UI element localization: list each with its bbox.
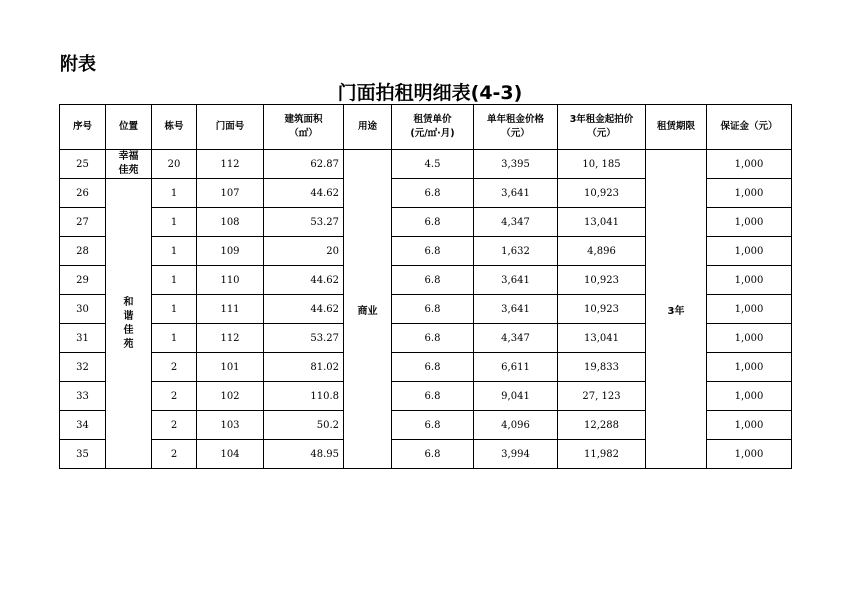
cell-deposit: 1,000 bbox=[707, 237, 792, 266]
cell-area: 81.02 bbox=[264, 353, 344, 382]
header-seq bbox=[60, 105, 106, 150]
cell-building: 1 bbox=[152, 179, 197, 208]
header-label: 保证金（元） bbox=[720, 121, 778, 132]
header-term bbox=[646, 105, 707, 150]
cell-unit-price: 6.8 bbox=[392, 440, 474, 469]
cell-start-price: 10,923 bbox=[558, 295, 646, 324]
cell-start-price: 13,041 bbox=[558, 208, 646, 237]
cell-deposit: 1,000 bbox=[707, 295, 792, 324]
cell-start-price: 10,923 bbox=[558, 266, 646, 295]
header-unit-price bbox=[392, 105, 474, 150]
cell-annual-rent: 4,096 bbox=[474, 411, 558, 440]
header-unit: （元） bbox=[501, 128, 530, 139]
cell-unit-price: 6.8 bbox=[392, 295, 474, 324]
cell-building: 1 bbox=[152, 208, 197, 237]
cell-shop-no: 104 bbox=[197, 440, 264, 469]
cell-term: 3年 bbox=[646, 150, 707, 469]
cell-area: 44.62 bbox=[264, 179, 344, 208]
cell-annual-rent: 3,641 bbox=[474, 295, 558, 324]
cell-deposit: 1,000 bbox=[707, 324, 792, 353]
cell-unit-price: 6.8 bbox=[392, 237, 474, 266]
cell-building: 1 bbox=[152, 295, 197, 324]
header-location bbox=[106, 105, 152, 150]
cell-area: 20 bbox=[264, 237, 344, 266]
header-shop-no bbox=[197, 105, 264, 150]
cell-seq: 32 bbox=[60, 353, 106, 382]
header-annual-rent bbox=[474, 105, 558, 150]
cell-shop-no: 112 bbox=[197, 150, 264, 179]
cell-unit-price: 6.8 bbox=[392, 411, 474, 440]
cell-deposit: 1,000 bbox=[707, 353, 792, 382]
cell-shop-no: 110 bbox=[197, 266, 264, 295]
header-label: 建筑面积 bbox=[284, 114, 323, 125]
header-label: 位置 bbox=[118, 121, 138, 132]
header-deposit bbox=[707, 105, 792, 150]
cell-seq: 35 bbox=[60, 440, 106, 469]
cell-annual-rent: 3,994 bbox=[474, 440, 558, 469]
header-label: 门面号 bbox=[215, 121, 245, 132]
cell-location-hexie bbox=[106, 179, 152, 469]
cell-start-price: 4,896 bbox=[558, 237, 646, 266]
cell-location-xingfu bbox=[106, 150, 152, 179]
cell-unit-price: 6.8 bbox=[392, 353, 474, 382]
cell-shop-no: 107 bbox=[197, 179, 264, 208]
header-unit: （元） bbox=[587, 128, 616, 139]
cell-seq: 31 bbox=[60, 324, 106, 353]
header-label: 栋号 bbox=[164, 121, 184, 132]
header-row bbox=[60, 105, 792, 150]
location-text: 幸福佳苑 bbox=[118, 151, 139, 176]
header-usage bbox=[344, 105, 392, 150]
cell-shop-no: 112 bbox=[197, 324, 264, 353]
cell-unit-price: 6.8 bbox=[392, 324, 474, 353]
cell-annual-rent: 3,641 bbox=[474, 179, 558, 208]
cell-seq: 28 bbox=[60, 237, 106, 266]
cell-deposit: 1,000 bbox=[707, 411, 792, 440]
cell-start-price: 11,982 bbox=[558, 440, 646, 469]
cell-seq: 30 bbox=[60, 295, 106, 324]
cell-building: 2 bbox=[152, 353, 197, 382]
cell-deposit: 1,000 bbox=[707, 266, 792, 295]
cell-start-price: 13,041 bbox=[558, 324, 646, 353]
table-row bbox=[60, 150, 792, 179]
cell-seq: 25 bbox=[60, 150, 106, 179]
header-label: 租赁单价 bbox=[413, 114, 452, 125]
appendix-label: 附表 bbox=[60, 54, 96, 75]
cell-area: 110.8 bbox=[264, 382, 344, 411]
header-unit: （㎡） bbox=[289, 128, 318, 139]
cell-building: 2 bbox=[152, 382, 197, 411]
cell-unit-price: 6.8 bbox=[392, 382, 474, 411]
cell-annual-rent: 4,347 bbox=[474, 208, 558, 237]
cell-seq: 27 bbox=[60, 208, 106, 237]
cell-annual-rent: 3,395 bbox=[474, 150, 558, 179]
cell-start-price: 10, 185 bbox=[558, 150, 646, 179]
cell-deposit: 1,000 bbox=[707, 208, 792, 237]
cell-start-price: 12,288 bbox=[558, 411, 646, 440]
cell-start-price: 10,923 bbox=[558, 179, 646, 208]
header-label: 租赁期限 bbox=[656, 121, 695, 132]
cell-start-price: 19,833 bbox=[558, 353, 646, 382]
cell-area: 53.27 bbox=[264, 324, 344, 353]
cell-shop-no: 108 bbox=[197, 208, 264, 237]
header-unit: (元/㎡·月) bbox=[410, 128, 455, 139]
cell-deposit: 1,000 bbox=[707, 150, 792, 179]
cell-shop-no: 111 bbox=[197, 295, 264, 324]
cell-deposit: 1,000 bbox=[707, 382, 792, 411]
cell-area: 53.27 bbox=[264, 208, 344, 237]
cell-unit-price: 6.8 bbox=[392, 266, 474, 295]
cell-deposit: 1,000 bbox=[707, 440, 792, 469]
cell-seq: 33 bbox=[60, 382, 106, 411]
cell-building: 1 bbox=[152, 237, 197, 266]
cell-unit-price: 6.8 bbox=[392, 179, 474, 208]
cell-building: 2 bbox=[152, 440, 197, 469]
cell-shop-no: 102 bbox=[197, 382, 264, 411]
shop-rental-table bbox=[59, 104, 792, 469]
cell-shop-no: 109 bbox=[197, 237, 264, 266]
cell-annual-rent: 1,632 bbox=[474, 237, 558, 266]
cell-building: 1 bbox=[152, 324, 197, 353]
cell-annual-rent: 9,041 bbox=[474, 382, 558, 411]
cell-seq: 26 bbox=[60, 179, 106, 208]
cell-unit-price: 6.8 bbox=[392, 208, 474, 237]
header-label: 序号 bbox=[72, 121, 92, 132]
cell-area: 62.87 bbox=[264, 150, 344, 179]
cell-seq: 29 bbox=[60, 266, 106, 295]
cell-area: 48.95 bbox=[264, 440, 344, 469]
cell-area: 44.62 bbox=[264, 266, 344, 295]
cell-building: 2 bbox=[152, 411, 197, 440]
cell-deposit: 1,000 bbox=[707, 179, 792, 208]
cell-annual-rent: 3,641 bbox=[474, 266, 558, 295]
cell-area: 44.62 bbox=[264, 295, 344, 324]
cell-usage: 商业 bbox=[344, 150, 392, 469]
cell-unit-price: 4.5 bbox=[392, 150, 474, 179]
cell-seq: 34 bbox=[60, 411, 106, 440]
cell-area: 50.2 bbox=[264, 411, 344, 440]
location-text: 和谐佳苑 bbox=[123, 296, 134, 350]
header-label: 3年租金起拍价 bbox=[569, 114, 634, 125]
cell-start-price: 27, 123 bbox=[558, 382, 646, 411]
cell-building: 20 bbox=[152, 150, 197, 179]
cell-annual-rent: 6,611 bbox=[474, 353, 558, 382]
cell-shop-no: 101 bbox=[197, 353, 264, 382]
page-title: 门面拍租明细表(4-3) bbox=[337, 82, 523, 104]
header-area bbox=[264, 105, 344, 150]
table-body bbox=[60, 150, 792, 469]
cell-shop-no: 103 bbox=[197, 411, 264, 440]
header-label: 用途 bbox=[357, 121, 377, 132]
cell-annual-rent: 4,347 bbox=[474, 324, 558, 353]
header-building bbox=[152, 105, 197, 150]
header-start-price bbox=[558, 105, 646, 150]
cell-building: 1 bbox=[152, 266, 197, 295]
header-label: 单年租金价格 bbox=[486, 114, 544, 125]
